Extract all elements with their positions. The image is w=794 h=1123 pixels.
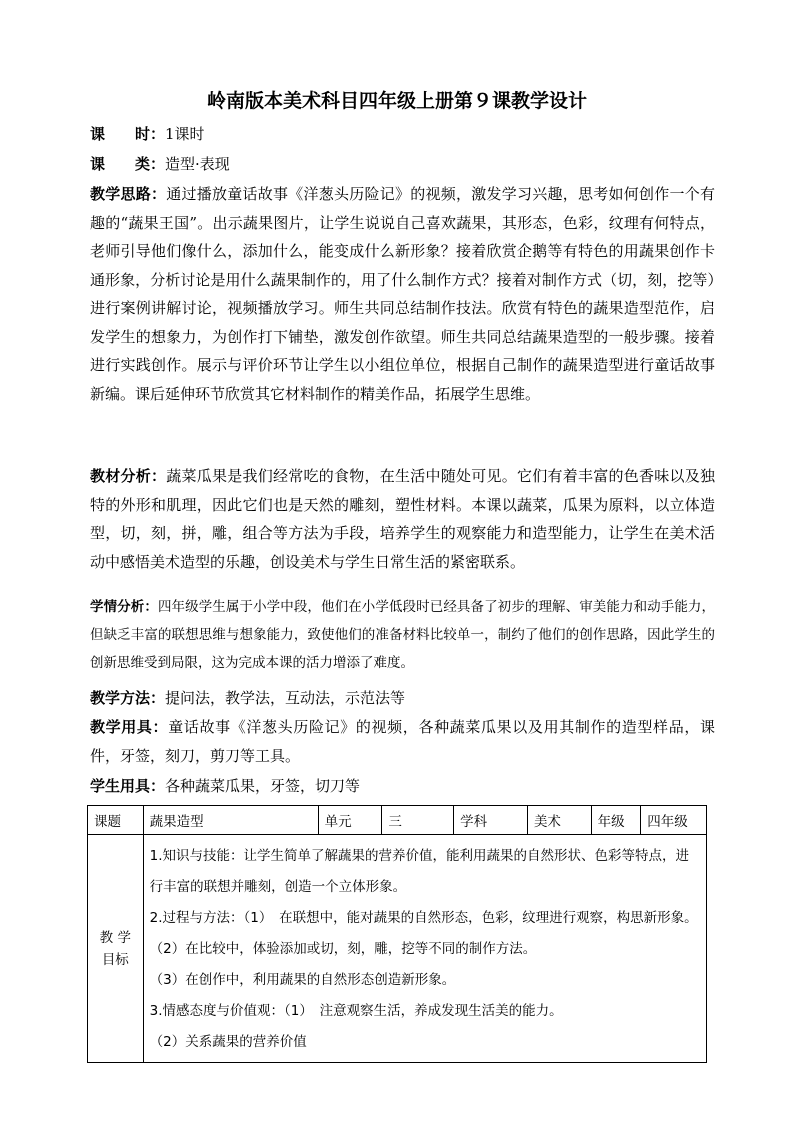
teaching-tools-text: 童话故事《洋葱头历险记》的视频，各种蔬菜瓜果以及用其制作的造型样品，课件，牙签，刻刀，剪刀等工具。 <box>90 718 715 765</box>
student-analysis-text: 四年级学生属于小学中段，他们在小学低段时已经具备了初步的理解、审美能力和动手能力，但缺乏丰富的联想思维与想象能力，致使他们的准备材料比较单一，制约了他们的创作思路，因此学生的创新思维受到局限，这为完成本课的活力增添了难度。 <box>90 599 716 671</box>
cell-subject-label: 学科 <box>454 806 528 835</box>
student-tools-line <box>90 772 715 801</box>
class-hours-value: 1课时 <box>165 125 205 143</box>
material-analysis-paragraph <box>90 462 715 576</box>
teaching-methods-label: 教学方法： <box>90 689 166 707</box>
teaching-methods-line <box>90 684 715 713</box>
goals-content-cell <box>143 835 706 1063</box>
class-hours-line <box>90 120 715 149</box>
teaching-tools-paragraph <box>90 713 715 770</box>
teaching-tools-label: 教学用具： <box>90 718 169 736</box>
teaching-idea-text: 通过播放童话故事《洋葱头历险记》的视频，激发学习兴趣，思考如何创作一个有趣的“蔬果王国”。出示蔬果图片，让学生说说自己喜欢蔬果，其形态，色彩，纹理有何特点，老师引导他们像什么，添加什么，能变成什么新形象？接着欣赏企鹅等有特色的用蔬果创作卡通形象，分析讨论是用什么蔬果制作的，用了什么制作方式？接着对制作方式（切，刻，挖等）进行案例讲解讨论，视频播放学习。师生共同总结制作技法。欣赏有特色的蔬果造型范作，启发学生的想象力，为创作打下铺垫，激发创作欲望。师生共同总结蔬果造型的一般步骤。接着进行实践创作。展示与评价环节让学生以小组位单位，根据自己制作的蔬果造型进行童话故事新编。课后延伸环节欣赏其它材料制作的精美作品，拓展学生思维。 <box>90 185 715 403</box>
cell-topic-value: 蔬果造型 <box>143 806 318 835</box>
teaching-idea-label: 教学思路： <box>90 185 167 203</box>
cell-subject-value: 美术 <box>527 806 591 835</box>
goals-label-cell <box>88 835 144 1063</box>
cell-unit-value: 三 <box>382 806 454 835</box>
student-tools-label: 学生用具： <box>90 777 166 795</box>
table-goals-row <box>88 835 707 1063</box>
goal-item: （2）在比较中，体验添加或切，刻，雕，挖等不同的制作方法。 <box>149 941 537 957</box>
teaching-idea-paragraph <box>90 180 715 408</box>
student-analysis-paragraph <box>90 593 715 677</box>
lesson-type-value: 造型·表现 <box>165 155 230 173</box>
student-analysis-label: 学情分析： <box>90 599 158 615</box>
goal-item: （2）关系蔬果的营养价值 <box>149 1034 307 1050</box>
page-title: 岭南版本美术科目四年级上册第９课教学设计 <box>206 90 587 112</box>
material-analysis-text: 蔬菜瓜果是我们经常吃的食物，在生活中随处可见。它们有着丰富的色香味以及独特的外形和肌理，因此它们也是天然的雕刻，塑性材料。本课以蔬菜，瓜果为原料，以立体造型，切，刻，拼，雕，组合等方法为手段，培养学生的观察能力和造型能力，让学生在美术活动中感悟美术造型的乐趣，创设美术与学生日常生活的紧密联系。 <box>90 467 715 571</box>
goal-item: 2.过程与方法：（1） 在联想中，能对蔬果的自然形态，色彩，纹理进行观察，构思新形象。 <box>149 910 698 926</box>
student-tools-text: 各种蔬菜瓜果，牙签，切刀等 <box>165 777 361 795</box>
cell-grade-value: 四年级 <box>641 806 707 835</box>
class-hours-label: 课 时： <box>90 125 166 143</box>
cell-unit-label: 单元 <box>318 806 382 835</box>
goals-label-line1: 教 学 <box>99 929 131 946</box>
teaching-methods-text: 提问法，教学法，互动法，示范法等 <box>165 689 406 707</box>
material-analysis-label: 教材分析： <box>90 467 167 485</box>
cell-topic-label: 课题 <box>88 806 144 835</box>
goal-item: 3.情感态度与价值观：（1） 注意观察生活，养成发现生活美的能力。 <box>149 1003 563 1019</box>
table-header-row <box>88 806 707 835</box>
goal-item: （3）在创作中，利用蔬果的自然形态创造新形象。 <box>149 972 456 988</box>
lesson-type-label: 课 类： <box>90 155 166 173</box>
goals-label-line2: 目标 <box>101 951 129 968</box>
lesson-info-table <box>87 805 707 1063</box>
lesson-type-line <box>90 150 715 179</box>
goal-item: 1.知识与技能：让学生简单了解蔬果的营养价值，能利用蔬果的自然形状、色彩等特点，进行丰富的联想并雕刻，创造一个立体形象。 <box>149 848 690 895</box>
cell-grade-label: 年级 <box>591 806 641 835</box>
